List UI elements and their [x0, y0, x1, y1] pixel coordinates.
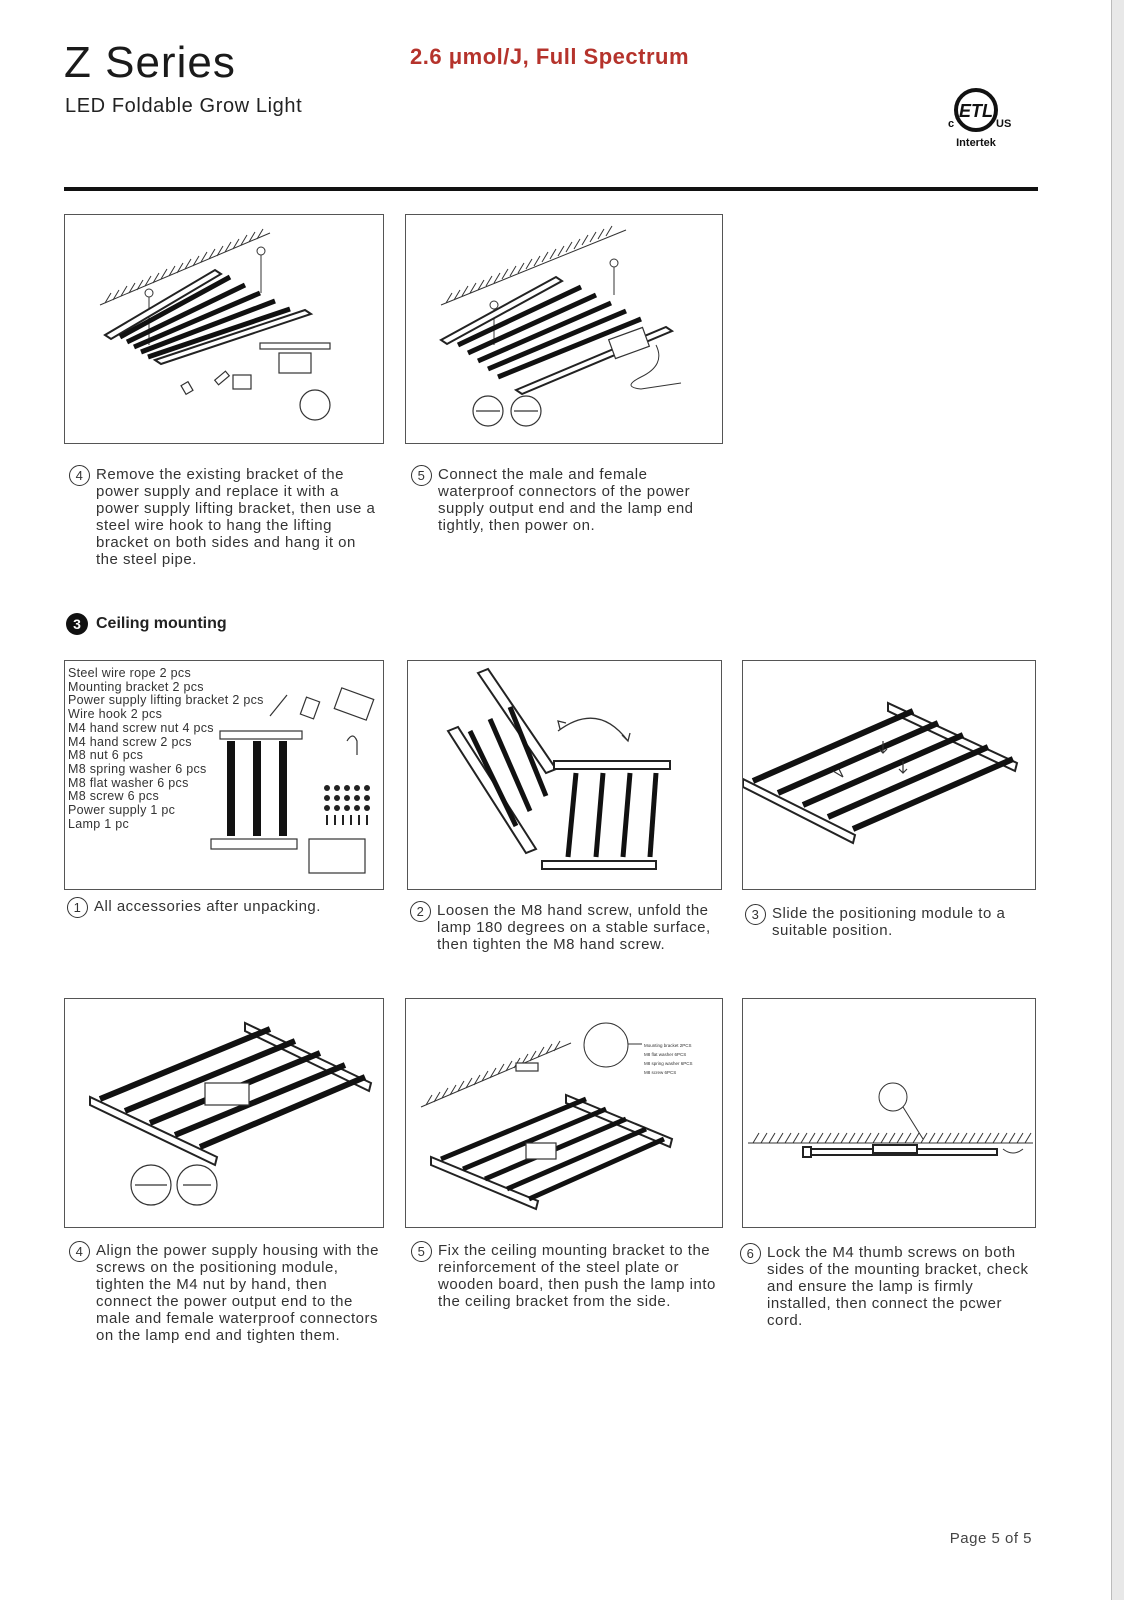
- accessory-item: M8 flat washer 6 pcs: [68, 775, 189, 790]
- accessory-item: M8 spring washer 6 pcs: [68, 761, 207, 776]
- accessory-item: Wire hook 2 pcs: [68, 707, 163, 722]
- callout-mounting-bracket: Mounting bracket 2PCS: [644, 1043, 692, 1048]
- figure-power-supply-align: [64, 998, 384, 1228]
- step-number: 4: [69, 465, 90, 486]
- step-number: 6: [740, 1243, 761, 1264]
- figure-accessories: [64, 660, 384, 890]
- page-subtitle: LED Foldable Grow Light: [65, 95, 303, 117]
- step-5-fix-bracket: [411, 1242, 726, 1310]
- callout-flat-washer: M8 flat washer 6PCS: [644, 1052, 687, 1057]
- step-2-unfold: [410, 902, 725, 953]
- step-4-align: [69, 1242, 379, 1344]
- step-text: Remove the existing bracket of the power supply and replace it with a power supply lifting bracket, then use a steel wire hook to hang the lifting bracket on both sides and hang it on the steel pipe.: [96, 466, 376, 568]
- step-number: 5: [411, 465, 432, 486]
- accessory-item: M8 nut 6 pcs: [68, 748, 144, 763]
- figure-slide-module: [742, 660, 1036, 890]
- section-title: Ceiling mounting: [96, 615, 227, 632]
- step-text: Fix the ceiling mounting bracket to the reinforcement of the steel plate or wooden board, then push the lamp into the ceiling bracket from the side.: [438, 1242, 716, 1310]
- etl-certification-logo: [946, 86, 1022, 152]
- svg-text:US: US: [996, 118, 1012, 130]
- header-rule: [64, 187, 1038, 191]
- accessory-item: Mounting bracket 2 pcs: [68, 679, 204, 694]
- step-5-connectors: [411, 466, 711, 534]
- accessory-item: M4 hand screw nut 4 pcs: [68, 720, 214, 735]
- step-6-lock-screws: [740, 1244, 1035, 1329]
- step-3-slide: [745, 905, 1035, 939]
- step-number: 3: [745, 904, 766, 925]
- step-number: 5: [411, 1241, 432, 1262]
- accessory-item: Power supply 1 pc: [68, 803, 176, 818]
- step-text: Align the power supply housing with the screws on the positioning module, tighten the M4 nut by hand, then connect the power output end to the male and female waterproof connectors on the lamp end and tighten them.: [96, 1242, 379, 1344]
- figure-connectors: [405, 214, 723, 444]
- svg-text:Intertek: Intertek: [956, 137, 996, 149]
- step-number: 4: [69, 1241, 90, 1262]
- step-text: Lock the M4 thumb screws on both sides of the mounting bracket, check and ensure the lamp is firmly installed, then connect the pcwer cord.: [767, 1244, 1029, 1329]
- accessory-item: M8 screw 6 pcs: [68, 789, 160, 804]
- step-text: Slide the positioning module to a suitable position.: [772, 905, 1006, 939]
- svg-text:ETL: ETL: [959, 101, 993, 121]
- step-text: Loosen the M8 hand screw, unfold the lamp 180 degrees on a stable surface, then tighten the M8 hand screw.: [437, 902, 711, 953]
- callout-screw: M8 screw 6PCS: [644, 1070, 677, 1075]
- section-heading: [66, 613, 227, 635]
- step-4-hanging: [69, 466, 379, 568]
- page-title: Z Series: [64, 38, 236, 87]
- page-edge: [1111, 0, 1124, 1600]
- step-1-accessories: [67, 898, 387, 918]
- spec-headline: 2.6 μmol/J, Full Spectrum: [410, 44, 690, 69]
- step-text: Connect the male and female waterproof connectors of the power supply output end and the lamp end tightly, then power on.: [438, 466, 694, 534]
- svg-text:c: c: [948, 118, 955, 130]
- figure-ceiling-bracket: [405, 998, 723, 1228]
- step-text: All accessories after unpacking.: [94, 898, 321, 915]
- figure-unfold-lamp: [407, 660, 722, 890]
- accessory-item: M4 hand screw 2 pcs: [68, 734, 192, 749]
- figure-hanging-bracket: [64, 214, 384, 444]
- accessory-item: Lamp 1 pc: [68, 816, 130, 831]
- section-number: 3: [66, 613, 88, 635]
- accessory-item: Power supply lifting bracket 2 pcs: [68, 693, 264, 708]
- step-number: 1: [67, 897, 88, 918]
- callout-spring-washer: M8 spring washer 6PCS: [644, 1061, 693, 1066]
- figure-lock-thumb-screws: [742, 998, 1036, 1228]
- step-number: 2: [410, 901, 431, 922]
- accessory-item: Steel wire rope 2 pcs: [68, 666, 192, 680]
- page-number: Page 5 of 5: [949, 1530, 1032, 1547]
